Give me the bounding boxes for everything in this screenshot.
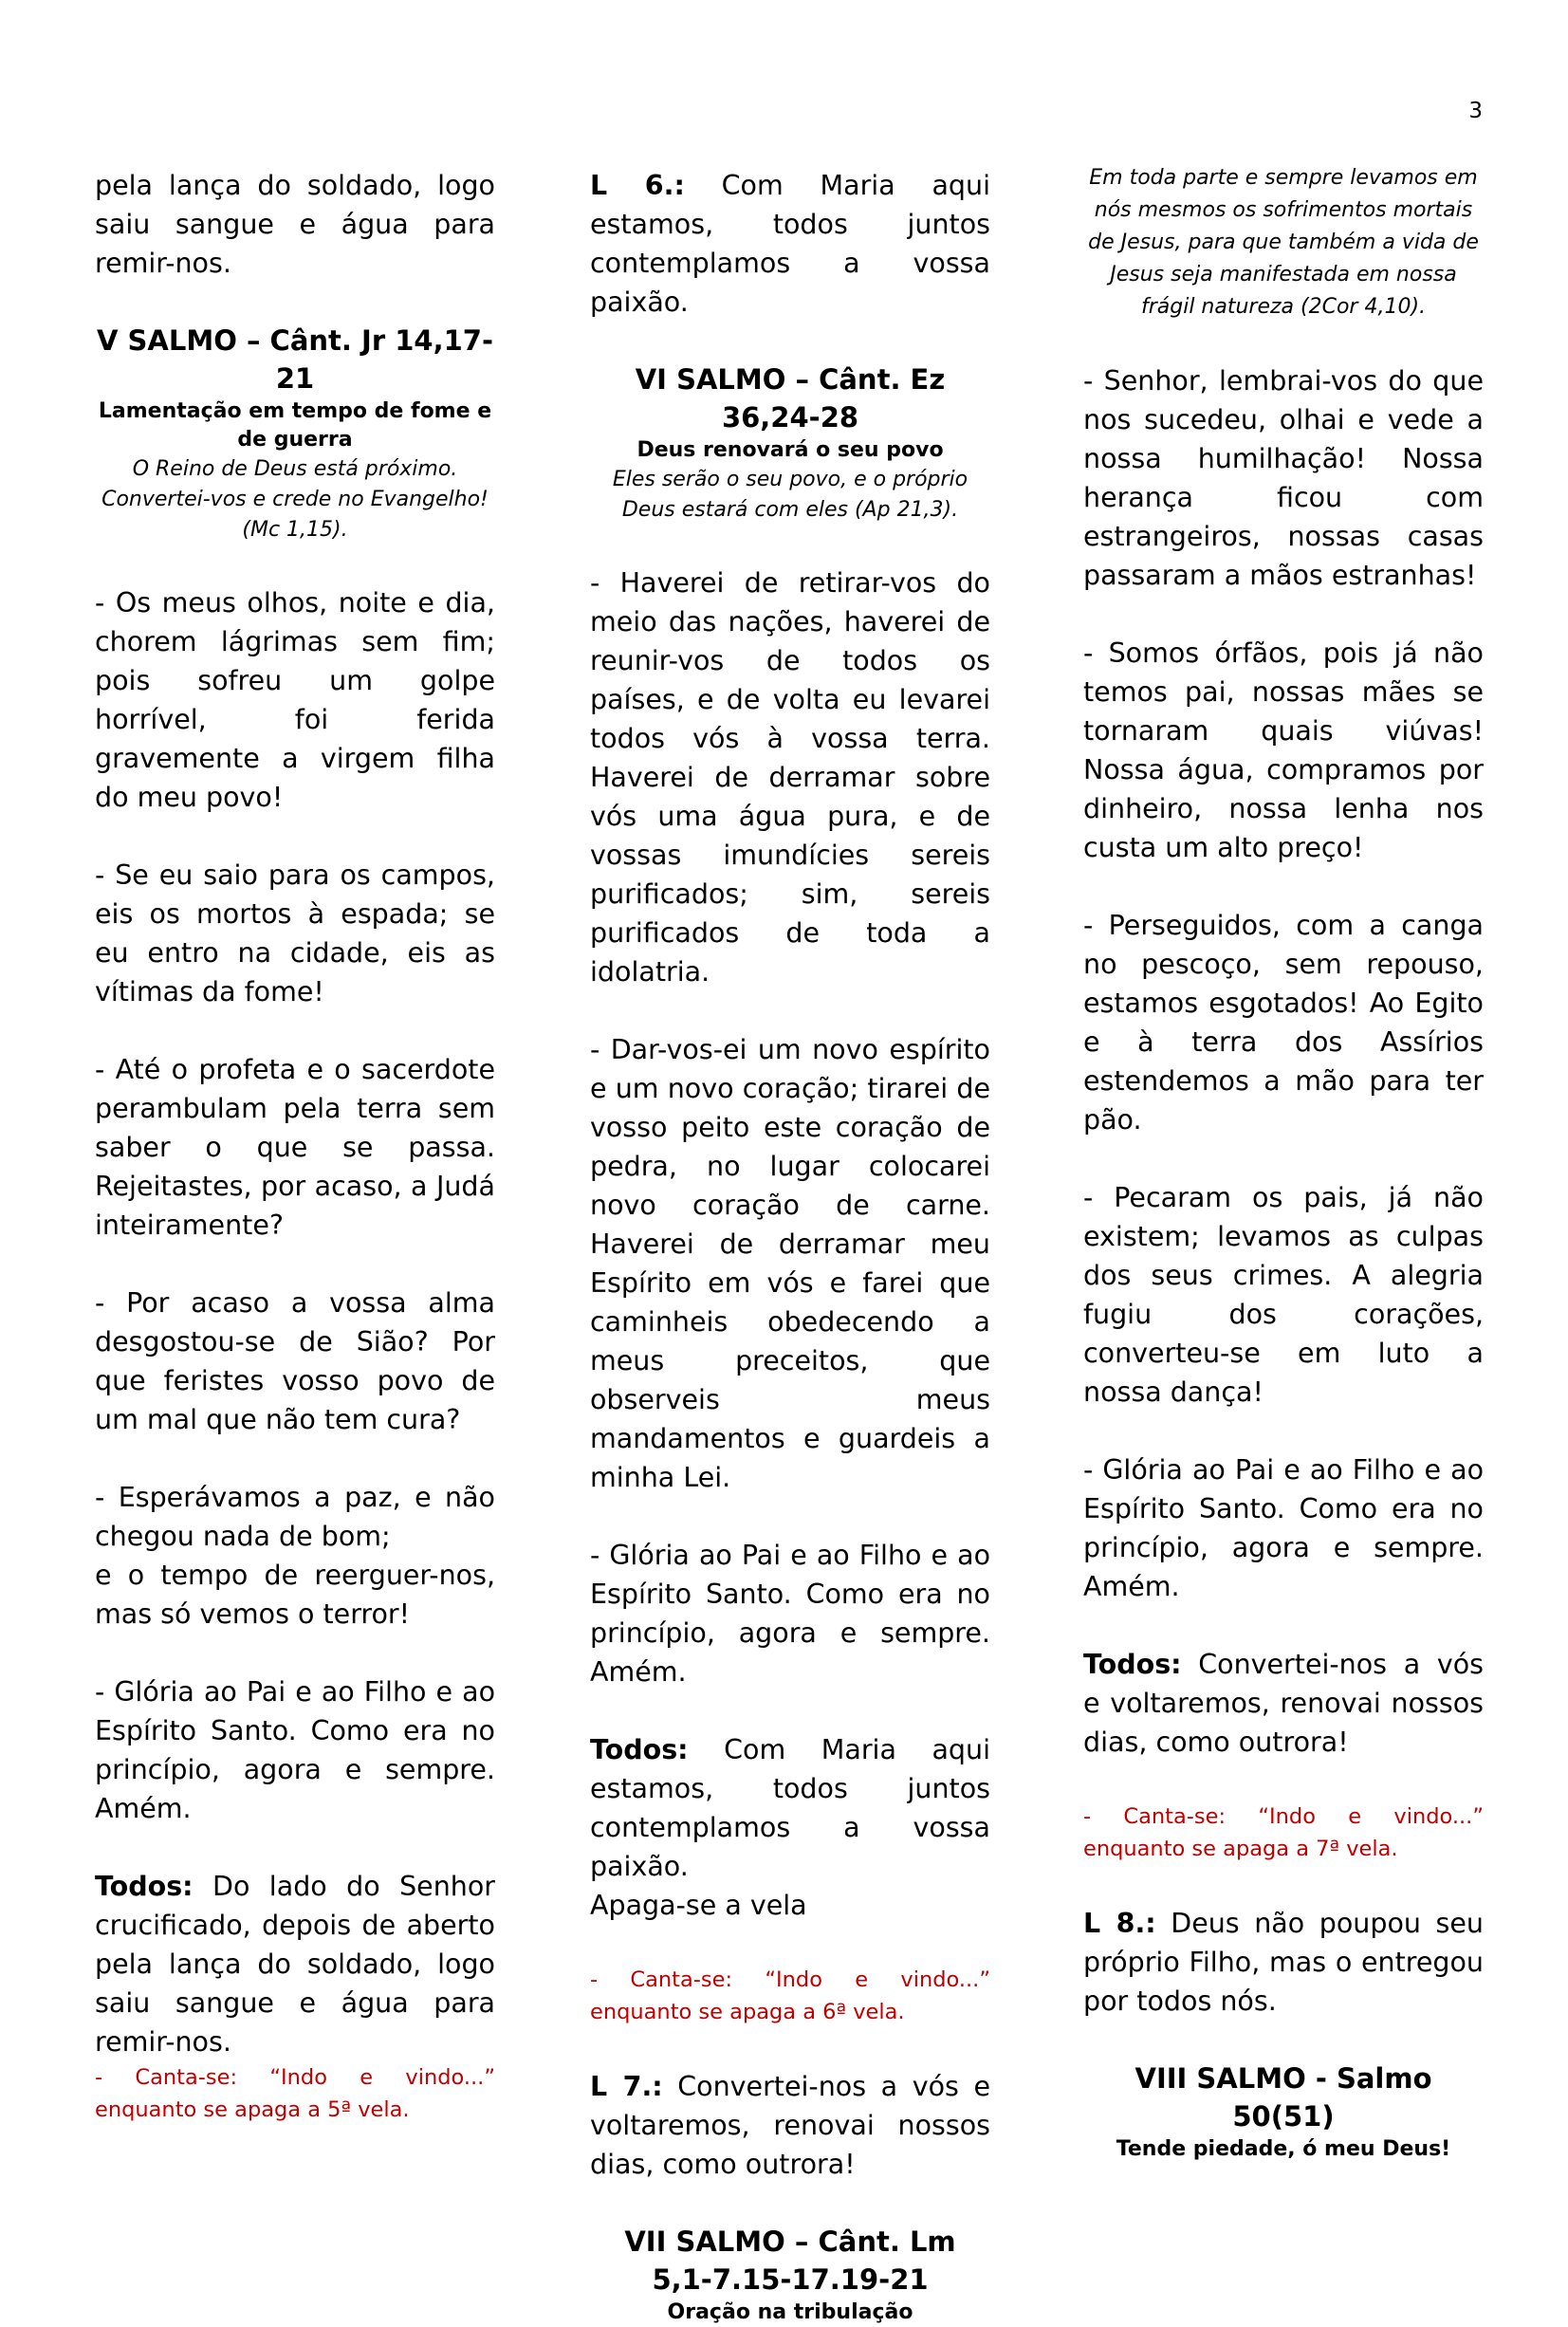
stanza: - Perseguidos, com a canga no pescoço, sem repouso, estamos esgotados! Ao Egito e à terra dos Assírios estendemos a mão para ter pão. xyxy=(1083,910,1484,1136)
psalm-7-subtitle: Oração na tribulação xyxy=(667,2300,913,2324)
reader-label: L 8.: xyxy=(1083,1908,1156,1939)
gloria-paragraph: - Glória ao Pai e ao Filho e ao Espírito Santo. Como era no princípio, agora e sempre. Amém. xyxy=(590,1540,990,1688)
psalm-5-quote: O Reino de Deus está próximo. Convertei-vos e crede no Evangelho! (Mc 1,15). xyxy=(101,457,489,542)
stanza: - Somos órfãos, pois já não temos pai, nossas mães se tornaram quais viúvas! Nossa água, compramos por dinheiro, nossa lenha nos custa um alto preço! xyxy=(1083,637,1484,863)
stanza: - Até o profeta e o sacerdote perambulam pela terra sem saber o que se passa. Rejeitastes, por acaso, a Judá inteiramente? xyxy=(95,1054,495,1241)
reader-text: Convertei-nos a vós e voltaremos, renovai nossos dias, como outrora! xyxy=(590,2071,991,2180)
psalm-8-subtitle: Tende piedade, ó meu Deus! xyxy=(1116,2137,1451,2161)
gloria-paragraph: - Glória ao Pai e ao Filho e ao Espírito Santo. Como era no princípio, agora e sempre. Amém. xyxy=(1083,1454,1484,1602)
todos-response xyxy=(95,1867,495,2061)
stanza: - Esperávamos a paz, e não chegou nada de bom; xyxy=(95,1482,495,1552)
todos-response xyxy=(590,1730,990,1886)
todos-label: Todos: xyxy=(590,1734,689,1765)
psalm-8-header xyxy=(1083,2059,1484,2164)
column-1 xyxy=(95,166,495,2165)
reader-label: L 7.: xyxy=(590,2071,663,2102)
psalm-7-quote: Em toda parte e sempre levamos em nós mesmos os sofrimentos mortais de Jesus, para que também a vida de Jesus seja manifestada em nossa frágil natureza (2Cor 4,10). xyxy=(1088,166,1479,319)
psalm-8-title: VIII SALMO - Salmo 50(51) xyxy=(1134,2062,1432,2133)
reader-text: Deus não poupou seu próprio Filho, mas o entregou por todos nós. xyxy=(1083,1908,1484,2017)
rubric: - Canta-se: “Indo e vindo...” enquanto se apaga a 7ª vela. xyxy=(1083,1804,1484,1861)
reader-8 xyxy=(1083,1904,1484,2021)
psalm-6-subtitle: Deus renovará o seu povo xyxy=(636,438,944,462)
stanza: - Haverei de retirar-vos do meio das nações, haverei de reunir-vos de todos os países, e de volta eu levarei todos vós à vossa terra. Haverei de derramar sobre vós uma água pura, e de vossas imundícies sereis purificados; sim, sereis purificados de toda a idolatria. xyxy=(590,567,990,988)
reader-6 xyxy=(590,166,990,322)
psalm-7-title: VII SALMO – Cânt. Lm 5,1-7.15-17.19-21 xyxy=(624,2225,956,2296)
reader-7 xyxy=(590,2067,990,2184)
psalm-5-header xyxy=(95,322,495,545)
candle-instruction: Apaga-se a vela xyxy=(590,1890,807,1921)
todos-label: Todos: xyxy=(95,1871,194,1902)
psalm-6-title: VI SALMO – Cânt. Ez 36,24-28 xyxy=(635,363,946,434)
rubric: - Canta-se: “Indo e vindo...” enquanto se apaga a 6ª vela. xyxy=(590,1967,990,2024)
column-3 xyxy=(1083,166,1484,2164)
psalm-6-quote: Eles serão o seu povo, e o próprio Deus estará com eles (Ap 21,3). xyxy=(612,468,968,522)
stanza: - Os meus olhos, noite e dia, chorem lágrimas sem fim; pois sofreu um golpe horrível, foi ferida gravemente a virgem filha do meu povo! xyxy=(95,587,495,813)
intro-paragraph: pela lança do soldado, logo saiu sangue e água para remir-nos. xyxy=(95,170,495,279)
gloria-paragraph: - Glória ao Pai e ao Filho e ao Espírito Santo. Como era no princípio, agora e sempre. Amém. xyxy=(95,1676,495,1824)
stanza: e o tempo de reerguer-nos, mas só vemos o terror! xyxy=(95,1560,495,1630)
psalm-5-subtitle: Lamentação em tempo de fome e de guerra xyxy=(98,399,492,452)
stanza: - Pecaram os pais, já não existem; levamos as culpas dos seus crimes. A alegria fugiu dos corações, converteu-se em luto a nossa dança! xyxy=(1083,1182,1484,1408)
stanza: - Dar-vos-ei um novo espírito e um novo coração; tirarei de vosso peito este coração de pedra, no lugar colocarei novo coração de carne. Haverei de derramar meu Espírito em vós e farei que caminheis obedecendo a meus preceitos, que observeis meus mandamentos e guardeis a minha Lei. xyxy=(590,1034,990,1493)
psalm-5-title: V SALMO – Cânt. Jr 14,17-21 xyxy=(97,324,493,395)
psalm-6-header xyxy=(590,360,990,526)
psalm-7-header xyxy=(590,2223,990,2327)
column-2 xyxy=(590,166,990,2327)
reader-label: L 6.: xyxy=(590,170,685,201)
rubric: - Canta-se: “Indo e vindo...” enquanto se apaga a 5ª vela. xyxy=(95,2065,495,2122)
stanza: - Por acaso a vossa alma desgostou-se de Sião? Por que feristes vosso povo de um mal que não tem cura? xyxy=(95,1287,495,1435)
todos-text: Do lado do Senhor crucificado, depois de aberto pela lança do soldado, logo saiu sangue e água para remir-nos. xyxy=(95,1871,495,2058)
reader-text: Com Maria aqui estamos, todos juntos contemplamos a vossa paixão. xyxy=(590,170,990,318)
todos-text: Convertei-nos a vós e voltaremos, renovai nossos dias, como outrora! xyxy=(1083,1649,1484,1758)
todos-response xyxy=(1083,1645,1484,1762)
todos-label: Todos: xyxy=(1083,1649,1182,1680)
todos-text: Com Maria aqui estamos, todos juntos contemplamos a vossa paixão. xyxy=(590,1734,990,1882)
stanza: - Senhor, lembrai-vos do que nos sucedeu, olhai e vede a nossa humilhação! Nossa herança ficou com estrangeiros, nossas casas passaram a mãos estranhas! xyxy=(1083,365,1484,591)
page-number: 3 xyxy=(1468,99,1483,123)
stanza: - Se eu saio para os campos, eis os mortos à espada; se eu entro na cidade, eis as vítimas da fome! xyxy=(95,859,495,1007)
